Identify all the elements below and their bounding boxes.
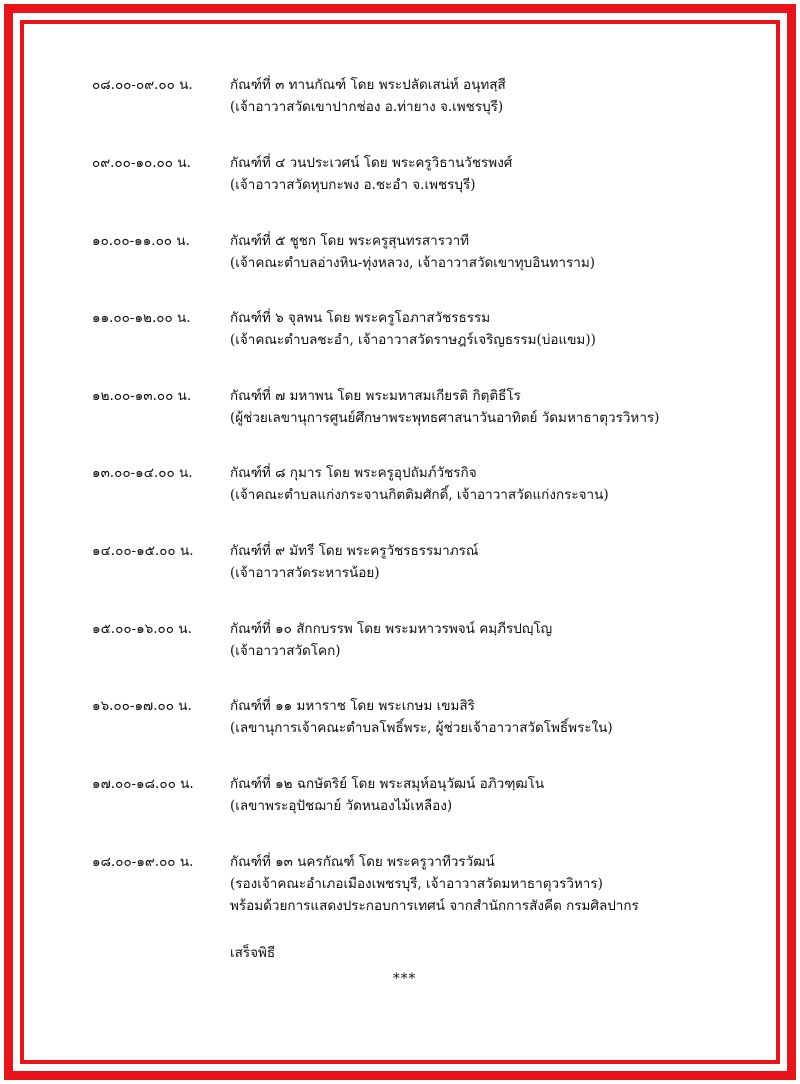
entry-sermon: กัณฑ์ที่ ๖ จุลพน โดย พระครูโอภาสวัชรธรรม bbox=[230, 310, 491, 326]
entry-time: ๑๑.๐๐-๑๒.๐๐ น. bbox=[92, 310, 191, 326]
entry-sermon: กัณฑ์ที่ ๑๐ สักกบรรพ โดย พระมหาวรพจน์ คมฺภีรปญฺโญ bbox=[230, 621, 553, 637]
entry-sermon: กัณฑ์ที่ ๙ มัทรี โดย พระครูวัชรธรรมาภรณ์ bbox=[230, 543, 479, 559]
entry-detail: (เจ้าอาวาสวัดระหารน้อย) bbox=[230, 565, 380, 581]
entry-detail: (เจ้าอาวาสวัดโคก) bbox=[230, 643, 341, 659]
entry-sermon: กัณฑ์ที่ ๔ วนประเวศน์ โดย พระครูวิธานวัชรพงศ์ bbox=[230, 155, 513, 171]
entry-detail: (เลขานุการเจ้าคณะตำบลโพธิ์พระ, ผู้ช่วยเจ้าอาวาสวัดโพธิ์พระใน) bbox=[230, 720, 613, 736]
entry-time: ๑๒.๐๐-๑๓.๐๐ น. bbox=[92, 388, 192, 404]
entry-time: ๑๘.๐๐-๑๙.๐๐ น. bbox=[92, 854, 194, 870]
entry-time: ๑๔.๐๐-๑๕.๐๐ น. bbox=[92, 543, 194, 559]
entry-detail: (เจ้าอาวาสวัดเขาปากช่อง อ.ท่ายาง จ.เพชรบุรี) bbox=[230, 99, 504, 115]
entry-time: ๐๙.๐๐-๑๐.๐๐ น. bbox=[92, 155, 191, 171]
entry-time: ๐๘.๐๐-๐๙.๐๐ น. bbox=[92, 77, 193, 93]
entry-sermon: กัณฑ์ที่ ๑๑ มหาราช โดย พระเกษม เขมสิริ bbox=[230, 698, 475, 714]
entry-sermon: กัณฑ์ที่ ๑๒ ฉกษัตริย์ โดย พระสมุห์อนุวัฒน์ อภิวฑฺฒโน bbox=[230, 776, 545, 792]
entry-sermon: กัณฑ์ที่ ๑๓ นครกัณฑ์ โดย พระครูวาทีวรวัฒน์ bbox=[230, 854, 495, 870]
entry-detail: (เจ้าคณะตำบลชะอำ, เจ้าอาวาสวัดราษฎร์เจริญธรรม(บ่อแขม)) bbox=[230, 332, 596, 348]
entry-sermon: กัณฑ์ที่ ๕ ชูชก โดย พระครูสุนทรสารวาที bbox=[230, 233, 470, 249]
entry-sermon: กัณฑ์ที่ ๗ มหาพน โดย พระมหาสมเกียรติ กิตฺติธีโร bbox=[230, 388, 521, 404]
entry-time: ๑๖.๐๐-๑๗.๐๐ น. bbox=[92, 698, 192, 714]
closing-text: เสร็จพิธี bbox=[230, 945, 276, 961]
entry-detail: (เจ้าอาวาสวัดหุบกะพง อ.ชะอำ จ.เพชรบุรี) bbox=[230, 177, 476, 193]
entry-time: ๑๕.๐๐-๑๖.๐๐ น. bbox=[92, 621, 192, 637]
entry-performance-note: พร้อมด้วยการแสดงประกอบการเทศน์ จากสำนักการสังคีต กรมศิลปากร bbox=[230, 898, 639, 914]
entry-sermon: กัณฑ์ที่ ๓ ทานกัณฑ์ โดย พระปลัดเสน่ห์ อนุทสฺสี bbox=[230, 77, 506, 93]
end-mark: *** bbox=[393, 971, 417, 987]
entry-time: ๑๓.๐๐-๑๔.๐๐ น. bbox=[92, 465, 193, 481]
entry-detail: (เลขาพระอุปัชฌาย์ วัดหนองไม้เหลือง) bbox=[230, 798, 453, 814]
entry-detail: (รองเจ้าคณะอำเภอเมืองเพชรบุรี, เจ้าอาวาสวัดมหาธาตุวรวิหาร) bbox=[230, 876, 603, 892]
entry-detail: (ผู้ช่วยเลขานุการศูนย์ศึกษาพระพุทธศาสนาวันอาทิตย์ วัดมหาธาตุวรวิหาร) bbox=[230, 410, 660, 426]
entry-time: ๑๐.๐๐-๑๑.๐๐ น. bbox=[92, 233, 190, 249]
entry-time: ๑๗.๐๐-๑๘.๐๐ น. bbox=[92, 776, 194, 792]
entry-detail: (เจ้าคณะตำบลอ่างหิน-ทุ่งหลวง, เจ้าอาวาสวัดเขาทุบอินทาราม) bbox=[230, 255, 596, 271]
entry-detail: (เจ้าคณะตำบลแก่งกระจานกิตติมศักดิ์, เจ้าอาวาสวัดแก่งกระจาน) bbox=[230, 487, 609, 503]
entry-sermon: กัณฑ์ที่ ๘ กุมาร โดย พระครูอุปถัมภ์วัชรกิจ bbox=[230, 465, 477, 481]
